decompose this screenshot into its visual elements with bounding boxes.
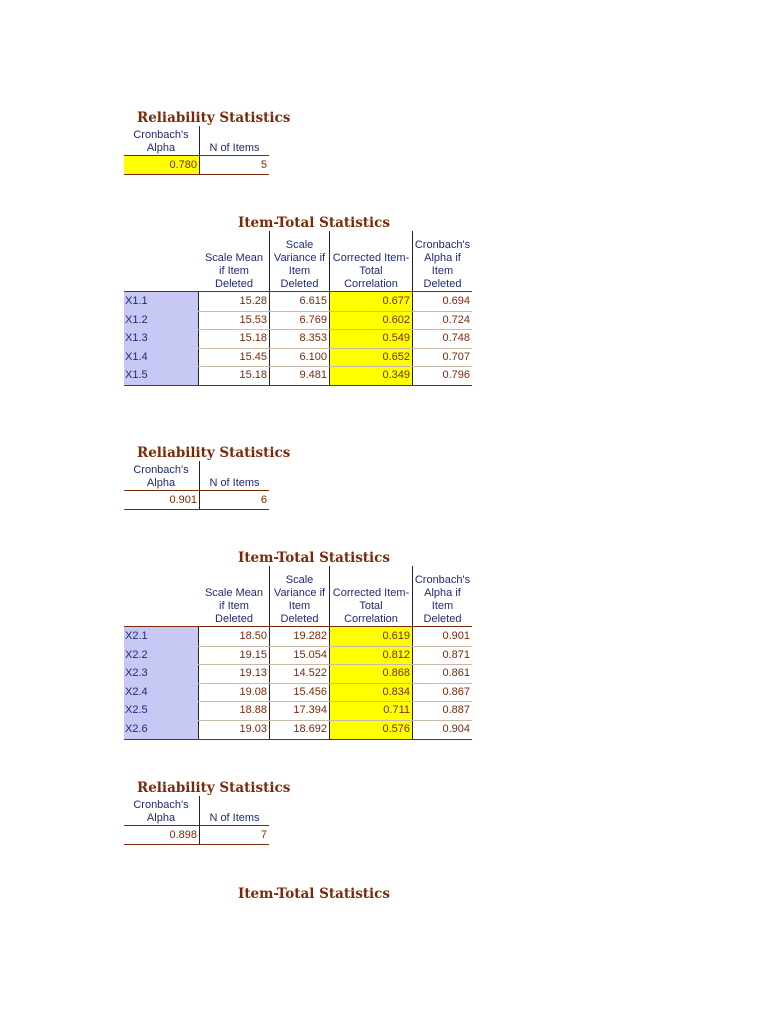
column-header-4: Cronbach's (414, 239, 471, 251)
cell-variance: 6.769 (299, 313, 327, 326)
cell-mean: 15.18 (239, 369, 267, 382)
cell-mean: 15.53 (239, 313, 267, 326)
column-header-4: Alpha if (424, 252, 461, 264)
cell-alpha: 0.904 (442, 723, 470, 735)
n-items-header: N of Items (209, 142, 260, 154)
item-total-title: Item-Total Statistics (238, 886, 390, 902)
alpha-value: 0.780 (169, 159, 197, 171)
cell-variance: 19.282 (293, 630, 327, 642)
column-header-3: Corrected Item- (332, 587, 410, 599)
column-header-2: Deleted (280, 613, 319, 625)
cell-mean: 15.28 (239, 295, 267, 307)
row-label: X1.5 (125, 369, 148, 382)
cell-variance: 14.522 (293, 667, 327, 680)
cell-mean: 18.88 (239, 704, 267, 717)
cell-alpha: 0.871 (442, 648, 470, 661)
row-separator (198, 720, 472, 721)
row-label: X2.6 (125, 723, 148, 735)
column-header-1: Deleted (215, 278, 253, 290)
cell-mean: 19.08 (239, 685, 267, 698)
row-separator (198, 329, 472, 330)
cell-alpha: 0.748 (442, 332, 470, 345)
n-items-value: 5 (260, 159, 267, 171)
row-label: X2.2 (125, 648, 148, 661)
n-items-header: N of Items (209, 477, 260, 489)
cell-alpha: 0.724 (442, 313, 470, 326)
cell-alpha: 0.867 (442, 685, 470, 698)
row-separator (198, 683, 472, 684)
alpha-value: 0.901 (169, 494, 197, 506)
row-label: X2.1 (125, 630, 148, 642)
reliability-title: Reliability Statistics (137, 110, 291, 126)
cell-corr: 0.349 (382, 369, 410, 382)
row-label: X1.4 (125, 350, 148, 363)
cell-corr: 0.868 (382, 667, 410, 680)
row-separator (198, 348, 472, 349)
column-header-3: Total (359, 600, 383, 612)
column-header-4: Deleted (423, 613, 462, 625)
row-label: X2.5 (125, 704, 148, 717)
cell-variance: 6.615 (299, 295, 327, 307)
column-header-1: Scale Mean (204, 587, 264, 599)
item-total-title: Item-Total Statistics (238, 215, 390, 231)
cell-corr: 0.576 (382, 723, 410, 735)
cell-alpha: 0.887 (442, 704, 470, 717)
n-items-value: 6 (260, 494, 267, 506)
row-separator (198, 646, 472, 647)
alpha-header-line2: Alpha (146, 142, 176, 154)
reliability-title: Reliability Statistics (137, 780, 291, 796)
alpha-header-line1: Cronbach's (133, 464, 189, 476)
column-header-1: Deleted (215, 613, 253, 625)
column-header-2: Scale (285, 239, 314, 251)
row-separator (198, 366, 472, 367)
cell-corr: 0.812 (382, 648, 410, 661)
cell-alpha: 0.901 (442, 630, 470, 642)
bottom-rule (124, 385, 472, 386)
cell-mean: 15.45 (239, 350, 267, 363)
row-separator (198, 311, 472, 312)
cell-mean: 19.13 (239, 667, 267, 680)
column-header-3: Correlation (344, 278, 398, 290)
cell-alpha: 0.796 (442, 369, 470, 382)
row-label: X1.3 (125, 332, 148, 345)
cell-variance: 6.100 (299, 350, 327, 363)
reliability-title: Reliability Statistics (137, 445, 291, 461)
bottom-rule (124, 509, 269, 510)
alpha-header-line1: Cronbach's (133, 799, 189, 811)
alpha-header-line2: Alpha (146, 477, 176, 489)
alpha-header-line2: Alpha (146, 812, 176, 824)
bottom-rule (124, 844, 269, 845)
column-header-4: Deleted (423, 278, 462, 290)
cell-mean: 19.15 (239, 648, 267, 661)
alpha-value: 0.898 (169, 829, 197, 841)
alpha-header-line1: Cronbach's (133, 129, 189, 141)
cell-alpha: 0.694 (442, 295, 470, 307)
column-header-4: Item (431, 600, 454, 612)
column-header-4: Cronbach's (414, 574, 471, 586)
column-header-2: Variance if (273, 252, 326, 264)
cell-variance: 15.456 (293, 685, 327, 698)
column-header-2: Item (288, 265, 311, 277)
column-header-1: if Item (219, 600, 249, 612)
cell-variance: 17.394 (293, 704, 327, 717)
item-total-title: Item-Total Statistics (238, 550, 390, 566)
cell-mean: 18.50 (239, 630, 267, 642)
n-items-value: 7 (260, 829, 267, 841)
header-rule (124, 825, 269, 826)
column-header-3: Corrected Item- (332, 252, 410, 264)
row-label: X1.2 (125, 313, 148, 326)
cell-alpha: 0.707 (442, 350, 470, 363)
column-header-2: Scale (285, 574, 314, 586)
cell-corr: 0.602 (382, 313, 410, 326)
column-header-2: Variance if (273, 587, 326, 599)
column-header-1: if Item (219, 265, 249, 277)
row-label: X2.3 (125, 667, 148, 680)
column-header-2: Item (288, 600, 311, 612)
cell-mean: 19.03 (239, 723, 267, 735)
column-header-3: Total (359, 265, 383, 277)
n-items-header: N of Items (209, 812, 260, 824)
row-separator (198, 701, 472, 702)
column-header-4: Item (431, 265, 454, 277)
row-label: X1.1 (125, 295, 148, 307)
column-header-2: Deleted (280, 278, 319, 290)
column-header-3: Correlation (344, 613, 398, 625)
cell-variance: 8.353 (299, 332, 327, 345)
row-label-shading (124, 627, 198, 739)
cell-alpha: 0.861 (442, 667, 470, 680)
cell-corr: 0.834 (382, 685, 410, 698)
bottom-rule (124, 739, 472, 740)
column-header-1: Scale Mean (204, 252, 264, 264)
cell-variance: 15.054 (293, 648, 327, 661)
header-rule (124, 490, 269, 491)
cell-variance: 9.481 (299, 369, 327, 382)
row-separator (198, 664, 472, 665)
cell-variance: 18.692 (293, 723, 327, 735)
cell-corr: 0.677 (382, 295, 410, 307)
cell-mean: 15.18 (239, 332, 267, 345)
cell-corr: 0.549 (382, 332, 410, 345)
bottom-rule (124, 174, 269, 175)
cell-corr: 0.711 (383, 704, 410, 717)
row-label: X2.4 (125, 685, 148, 698)
column-header-4: Alpha if (424, 587, 461, 599)
cell-corr: 0.619 (382, 630, 410, 642)
cell-corr: 0.652 (382, 350, 410, 363)
